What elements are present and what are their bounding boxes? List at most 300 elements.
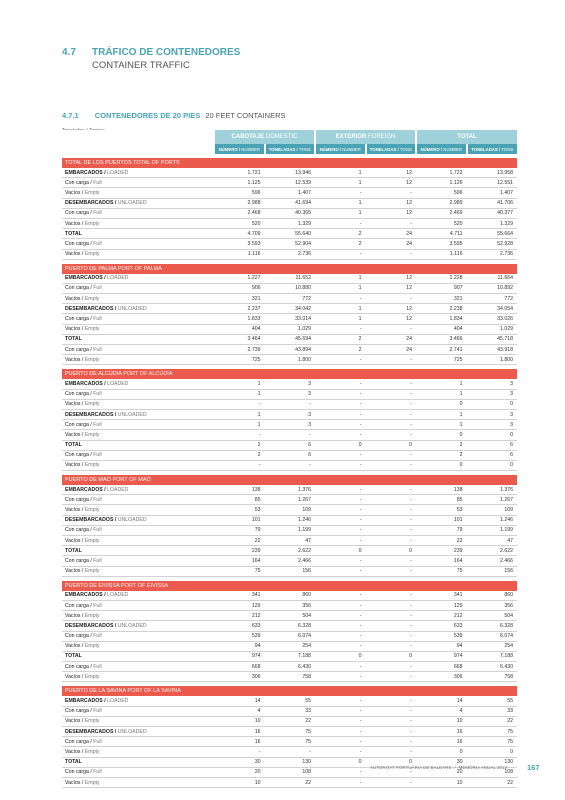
table-row <box>62 621 517 631</box>
table-cell: 12.551 <box>467 178 518 188</box>
table-cell: 2.466 <box>265 556 316 566</box>
table-cell: 3 <box>265 409 316 419</box>
row-label: Vacíos / Empty <box>62 324 214 334</box>
table-cell: 906 <box>214 283 265 293</box>
table-cell: 40.377 <box>467 208 518 218</box>
table-cell: 321 <box>416 294 467 304</box>
table-cell: 0 <box>416 460 467 470</box>
footer: AUTORITAT PORTUÀRIA DE BALEARS / MEMÒRIA ANUAL 2012 <box>370 765 507 770</box>
table-cell: - <box>214 747 265 757</box>
table-cell: - <box>366 566 417 576</box>
table-cell: - <box>366 505 417 515</box>
table-row <box>62 188 517 198</box>
row-label-en: LOADED <box>107 486 129 493</box>
table-cell: 1 <box>315 178 366 188</box>
table-cell: 10 <box>214 777 265 787</box>
table-cell: 1 <box>416 389 467 399</box>
row-label-es: Vacíos <box>65 507 81 514</box>
row-label-en: LOADED <box>107 380 129 387</box>
row-label-es: Vacíos <box>65 537 81 544</box>
table-cell: 85 <box>416 495 467 505</box>
row-label: DESEMBARCADOS / UNLOADED <box>62 198 214 208</box>
row-label-en: Empty <box>84 673 100 680</box>
table-cell: 2.741 <box>416 345 467 355</box>
table-cell: 129 <box>416 600 467 610</box>
table-cell: 6 <box>467 440 518 450</box>
table-cell: 55 <box>467 696 518 706</box>
col-header-number: NÚMERO / NUMBER <box>315 144 366 154</box>
table-cell: 596 <box>214 188 265 198</box>
table-cell: 3.593 <box>214 239 265 249</box>
table-row <box>62 737 517 747</box>
table-cell: 1 <box>315 168 366 178</box>
table-cell: - <box>366 696 417 706</box>
table-cell: 6.074 <box>467 631 518 641</box>
table-cell: - <box>315 389 366 399</box>
table-cell: 0 <box>366 651 417 661</box>
table-cell: 3.464 <box>214 334 265 344</box>
table-cell: - <box>315 495 366 505</box>
table-cell: 79 <box>416 525 467 535</box>
row-label-es: Con carga <box>65 316 89 323</box>
table-cell: 12 <box>366 304 417 314</box>
port-header-row <box>62 581 517 591</box>
subsection-title-es: CONTENEDORES DE 20 PIES <box>94 111 201 120</box>
row-label: Con carga / Full <box>62 420 214 430</box>
table-cell: 306 <box>214 672 265 682</box>
table-cell: 75 <box>416 566 467 576</box>
row-label-en: UNLOADED <box>117 411 147 418</box>
table-cell: 3 <box>467 379 518 389</box>
table-cell: - <box>366 249 417 259</box>
row-label-en: Full <box>93 602 102 609</box>
table-cell: 34.054 <box>467 304 518 314</box>
table-row <box>62 274 517 284</box>
table-cell: 596 <box>416 188 467 198</box>
row-label-es: Con carga <box>65 391 89 398</box>
row-label-en: LOADED <box>107 275 129 282</box>
table-cell: 12 <box>366 198 417 208</box>
table-cell: 0 <box>315 546 366 556</box>
row-label: EMBARCADOS / LOADED <box>62 274 214 284</box>
row-label-en: UNLOADED <box>117 622 147 629</box>
row-label-es: Con carga <box>65 708 89 715</box>
table-cell: 1 <box>416 379 467 389</box>
table-cell: 108 <box>467 767 518 777</box>
table-cell: - <box>366 641 417 651</box>
table-cell: 10 <box>416 777 467 787</box>
table-row <box>62 696 517 706</box>
row-label-es: Vacíos <box>65 326 81 333</box>
table-cell: 2 <box>214 450 265 460</box>
row-label-es: Con carga <box>65 452 89 459</box>
table-cell: - <box>366 727 417 737</box>
row-label-en: Full <box>93 240 102 247</box>
row-label-en: Empty <box>84 718 100 725</box>
table-cell: 2 <box>315 229 366 239</box>
row-label-en: Empty <box>84 251 100 258</box>
table-cell: - <box>315 706 366 716</box>
table-cell: - <box>366 355 417 365</box>
table-cell: - <box>366 515 417 525</box>
row-label: DESEMBARCADOS / UNLOADED <box>62 304 214 314</box>
row-label <box>62 334 214 344</box>
row-label: Con carga / Full <box>62 600 214 610</box>
table-row <box>62 440 517 450</box>
table-cell: 156 <box>467 566 518 576</box>
table-cell: - <box>366 767 417 777</box>
table-cell: 2.466 <box>467 556 518 566</box>
row-label-en: LOADED <box>107 698 129 705</box>
table-cell: 504 <box>265 611 316 621</box>
row-label-es: TOTAL <box>65 336 82 343</box>
row-label-en: Full <box>93 708 102 715</box>
table-cell: 33 <box>467 706 518 716</box>
row-label-es: Con carga <box>65 210 89 217</box>
footer-org: AUTORITAT PORTUÀRIA DE BALEARS <box>370 765 452 770</box>
table-cell: 772 <box>265 294 316 304</box>
table-cell: - <box>315 611 366 621</box>
row-label: Con carga / Full <box>62 345 214 355</box>
table-cell: - <box>366 611 417 621</box>
row-label-es: Vacíos <box>65 612 81 619</box>
table-row <box>62 283 517 293</box>
table-cell: - <box>315 249 366 259</box>
table-cell: 13.946 <box>265 168 316 178</box>
table-cell: 75 <box>214 566 265 576</box>
table-cell: 725 <box>416 355 467 365</box>
table-cell: 10.880 <box>265 283 316 293</box>
table-row <box>62 672 517 682</box>
table-cell: 6.430 <box>265 662 316 672</box>
table-cell: 907 <box>416 283 467 293</box>
table-cell: - <box>315 379 366 389</box>
group-header-total: TOTAL <box>416 130 517 144</box>
table-cell: 12 <box>366 314 417 324</box>
table-cell: 860 <box>467 591 518 601</box>
col-header-tons: TONELADAS / TONS <box>366 144 417 154</box>
row-label: Con carga / Full <box>62 556 214 566</box>
table-cell: - <box>315 355 366 365</box>
table-cell: - <box>366 662 417 672</box>
table-cell: 633 <box>214 621 265 631</box>
table-cell: 404 <box>416 324 467 334</box>
table-row <box>62 716 517 726</box>
group-header-domestic: CABOTAJE DOMESTIC <box>214 130 315 144</box>
table-cell: 33.014 <box>265 314 316 324</box>
table-cell: - <box>214 399 265 409</box>
table-cell: 1.833 <box>214 314 265 324</box>
table-cell: - <box>315 294 366 304</box>
table-cell: 1.376 <box>265 485 316 495</box>
row-label-en: Empty <box>84 779 100 786</box>
row-label-en: Empty <box>84 220 100 227</box>
row-label <box>62 229 214 239</box>
table-row <box>62 566 517 576</box>
table-cell: 22 <box>416 536 467 546</box>
table-cell: 129 <box>214 600 265 610</box>
table-cell: - <box>366 672 417 682</box>
table-cell: 2 <box>214 440 265 450</box>
row-label: Con carga / Full <box>62 706 214 716</box>
row-label-en: Full <box>93 316 102 323</box>
table-cell: - <box>366 591 417 601</box>
subsection-heading <box>62 111 285 120</box>
table-row <box>62 294 517 304</box>
table-row <box>62 631 517 641</box>
row-label: Vacíos / Empty <box>62 672 214 682</box>
table-cell: 3 <box>467 420 518 430</box>
table-cell: 1.721 <box>214 168 265 178</box>
row-label: EMBARCADOS / LOADED <box>62 168 214 178</box>
table-cell: - <box>366 379 417 389</box>
table-cell: 164 <box>416 556 467 566</box>
table-cell: - <box>366 495 417 505</box>
table-cell: - <box>366 420 417 430</box>
port-name-en: PORT OF MAÓ <box>112 477 151 484</box>
table-cell: 24 <box>366 334 417 344</box>
table-cell: 0 <box>467 399 518 409</box>
table-cell: 12 <box>366 168 417 178</box>
table-row <box>62 536 517 546</box>
row-label-en: Full <box>93 452 102 459</box>
col-header-number: NÚMERO / NUMBER <box>214 144 265 154</box>
section-title-en: CONTAINER TRAFFIC <box>92 60 190 71</box>
table-cell: 108 <box>265 767 316 777</box>
table-cell: 3 <box>265 420 316 430</box>
table-cell: - <box>366 747 417 757</box>
table-cell: - <box>366 737 417 747</box>
table-cell: 53 <box>416 505 467 515</box>
row-label: DESEMBARCADOS / UNLOADED <box>62 727 214 737</box>
table-cell: 6 <box>265 440 316 450</box>
table-cell: 30 <box>416 757 467 767</box>
row-label-es: TOTAL <box>65 442 82 449</box>
table-cell: 75 <box>265 727 316 737</box>
table-row <box>62 304 517 314</box>
table-cell: 1 <box>315 208 366 218</box>
table-cell: 1.407 <box>265 188 316 198</box>
row-label: Con carga / Full <box>62 178 214 188</box>
table-cell: 138 <box>416 485 467 495</box>
table-cell: 130 <box>467 757 518 767</box>
table-row <box>62 556 517 566</box>
table-row <box>62 430 517 440</box>
table-cell: 45.718 <box>467 334 518 344</box>
row-label: Con carga / Full <box>62 767 214 777</box>
table-cell: 6.328 <box>467 621 518 631</box>
table-cell: 239 <box>214 546 265 556</box>
table-cell: 2.988 <box>214 198 265 208</box>
row-label-en: Full <box>93 769 102 776</box>
port-header <box>62 581 517 591</box>
subsection-title-en: 20 FEET CONTAINERS <box>205 111 286 120</box>
table-row <box>62 314 517 324</box>
table-cell: 520 <box>416 218 467 228</box>
table-cell: 758 <box>265 672 316 682</box>
table-cell: - <box>265 430 316 440</box>
table-cell: 239 <box>416 546 467 556</box>
table-row <box>62 218 517 228</box>
table-cell: - <box>315 621 366 631</box>
table-cell: 6 <box>265 450 316 460</box>
table-row <box>62 747 517 757</box>
table-cell: 109 <box>265 505 316 515</box>
table-cell: - <box>315 485 366 495</box>
table-cell: - <box>366 600 417 610</box>
table-row <box>62 198 517 208</box>
table-cell: 254 <box>265 641 316 651</box>
table-cell: 2 <box>315 345 366 355</box>
row-label-es: Vacíos <box>65 568 81 575</box>
row-label: Con carga / Full <box>62 389 214 399</box>
table-row <box>62 495 517 505</box>
row-label-es: DESEMBARCADOS <box>65 200 114 207</box>
table-cell: - <box>315 600 366 610</box>
row-label-en: Empty <box>84 431 100 438</box>
port-header-row <box>62 264 517 274</box>
port-name-es: TOTAL DE LOS PUERTOS <box>65 160 132 166</box>
row-label-en: Empty <box>84 356 100 363</box>
table-cell: 974 <box>416 651 467 661</box>
row-label-es: Con carga <box>65 557 89 564</box>
table-cell: 2.622 <box>467 546 518 556</box>
table-cell: 138 <box>214 485 265 495</box>
row-label-es: Vacíos <box>65 748 81 755</box>
table-cell: 3.595 <box>416 239 467 249</box>
table-cell: 1 <box>315 283 366 293</box>
row-label-es: Vacíos <box>65 401 81 408</box>
row-label: Vacíos / Empty <box>62 430 214 440</box>
row-label-en: Full <box>93 179 102 186</box>
table-cell: 55.664 <box>467 229 518 239</box>
row-label-es: Vacíos <box>65 431 81 438</box>
table-cell: 6.328 <box>265 621 316 631</box>
table-cell: 16 <box>214 737 265 747</box>
table-cell: 0 <box>467 747 518 757</box>
table-cell: 20 <box>416 767 467 777</box>
group-header-row <box>62 130 517 144</box>
table-cell: 254 <box>467 641 518 651</box>
port-name-es: PUERTO DE MAÓ <box>65 477 111 484</box>
table-cell: - <box>315 430 366 440</box>
table-cell: 1 <box>416 409 467 419</box>
port-header <box>62 475 517 485</box>
container-traffic-table <box>62 130 517 788</box>
row-label: Vacíos / Empty <box>62 716 214 726</box>
row-label: DESEMBARCADOS / UNLOADED <box>62 409 214 419</box>
table-cell: 2.736 <box>467 249 518 259</box>
row-label: DESEMBARCADOS / UNLOADED <box>62 621 214 631</box>
table-cell: 4 <box>416 706 467 716</box>
table-row <box>62 600 517 610</box>
table-cell: 0 <box>366 440 417 450</box>
row-label: Con carga / Full <box>62 631 214 641</box>
table-cell: - <box>366 536 417 546</box>
table-cell: 2 <box>315 239 366 249</box>
row-label-en: Empty <box>84 748 100 755</box>
row-label <box>62 651 214 661</box>
port-name-es: PUERTO DE EIVISSA <box>65 582 120 589</box>
table-cell: 11.652 <box>265 274 316 284</box>
row-label-es: Con carga <box>65 527 89 534</box>
row-label-en: Empty <box>84 568 100 575</box>
table-cell: 404 <box>214 324 265 334</box>
row-label-es: Vacíos <box>65 220 81 227</box>
row-label-es: Vacíos <box>65 189 81 196</box>
table-row <box>62 515 517 525</box>
row-label-en: Full <box>93 391 102 398</box>
table-cell: - <box>366 399 417 409</box>
table-cell: - <box>315 460 366 470</box>
table-row <box>62 420 517 430</box>
row-label: Con carga / Full <box>62 239 214 249</box>
table-cell: - <box>315 218 366 228</box>
table-row <box>62 460 517 470</box>
table-cell: - <box>315 188 366 198</box>
table-cell: - <box>315 324 366 334</box>
row-label-es: Vacíos <box>65 643 81 650</box>
table-cell: 101 <box>416 515 467 525</box>
table-cell: 40.365 <box>265 208 316 218</box>
table-row <box>62 505 517 515</box>
table-cell: - <box>366 716 417 726</box>
table-cell: 0 <box>416 399 467 409</box>
table-row <box>62 229 517 239</box>
table-cell: 2.468 <box>214 208 265 218</box>
table-cell: 1.800 <box>467 355 518 365</box>
table-cell: 16 <box>416 737 467 747</box>
table-cell: 12 <box>366 178 417 188</box>
table-cell: 130 <box>265 757 316 767</box>
table-cell: 668 <box>416 662 467 672</box>
table-cell: 539 <box>416 631 467 641</box>
table-cell: 539 <box>214 631 265 641</box>
group-header-foreign: EXTERIOR FOREIGN <box>315 130 416 144</box>
row-label <box>62 440 214 450</box>
table-cell: 0 <box>315 651 366 661</box>
column-header-row <box>62 144 517 154</box>
table-cell: 75 <box>467 737 518 747</box>
table-row <box>62 389 517 399</box>
table-cell: 75 <box>265 737 316 747</box>
table-cell: 860 <box>265 591 316 601</box>
table-cell: 1.116 <box>214 249 265 259</box>
table-cell: 10.892 <box>467 283 518 293</box>
table-cell: 1.125 <box>214 178 265 188</box>
table-cell: - <box>315 409 366 419</box>
row-label-en: UNLOADED <box>117 517 147 524</box>
port-name-en: PORT OF EIVISSA <box>121 582 169 589</box>
row-label-es: TOTAL <box>65 230 82 237</box>
table-cell: 33 <box>265 706 316 716</box>
row-label: Vacíos / Empty <box>62 536 214 546</box>
table-cell: 1 <box>315 198 366 208</box>
table-cell: 633 <box>416 621 467 631</box>
table-cell: 12 <box>366 283 417 293</box>
table-cell: - <box>315 399 366 409</box>
row-label-en: Empty <box>84 537 100 544</box>
table-row <box>62 485 517 495</box>
port-name-en: TOTAL OF PORTS <box>133 160 180 166</box>
row-label-es: TOTAL <box>65 547 82 554</box>
table-cell: 1 <box>416 420 467 430</box>
table-cell: - <box>315 716 366 726</box>
section-number: 4.7 <box>62 47 76 58</box>
table-row <box>62 641 517 651</box>
table-cell: - <box>315 747 366 757</box>
table-row <box>62 611 517 621</box>
